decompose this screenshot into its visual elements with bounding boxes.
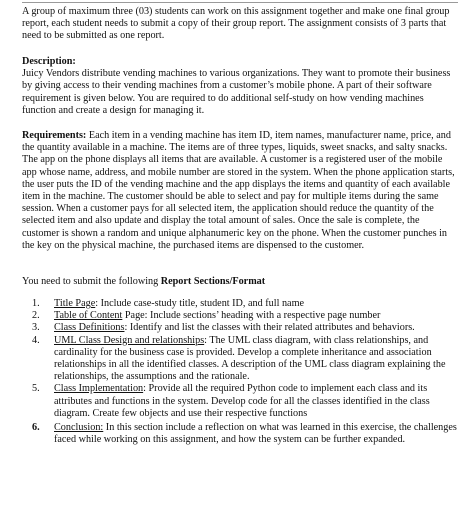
list-item-class-implementation bbox=[22, 383, 458, 420]
description-heading: Description: bbox=[22, 56, 76, 67]
section-title: Class Implementation bbox=[54, 383, 144, 395]
report-sections-heading: Report Sections/Format bbox=[160, 276, 266, 287]
section-text: : The UML class diagram, with class relationships, and cardinality for the business case is provided. Develop a complete inheritance and association relationships in all the identified classes. A description of the UML class diagram explaining the relationships, the assumptions and the rationale. bbox=[54, 334, 446, 383]
report-sections-list bbox=[22, 298, 458, 446]
section-text: : Provide all the required Python code to implement each class and its attributes and functions in the system. Develop code for all the classes identified in the class diagram. Create few objects and use their respective functions bbox=[54, 383, 430, 419]
section-text: In this section include a reflection on what was learned in this exercise, the challenges faced while working on this assignment, and how the system can be further expanded. bbox=[54, 422, 457, 446]
section-title: Conclusion: bbox=[54, 422, 104, 434]
list-item-title-page bbox=[22, 298, 458, 310]
list-item-table-of-content bbox=[22, 310, 458, 322]
list-item-class-definitions bbox=[22, 322, 458, 334]
requirements-section bbox=[22, 130, 458, 252]
list-number: 6. bbox=[32, 422, 40, 434]
intro-paragraph: A group of maximum three (03) students can work on this assignment together and make one final group report, each student needs to submit a copy of their group report. The assignment consists of 3 parts that need to be submitted as one report. bbox=[22, 6, 450, 42]
submit-instructions bbox=[22, 276, 458, 288]
list-number: 2. bbox=[32, 310, 40, 322]
list-item-conclusion bbox=[22, 422, 458, 446]
list-item-uml-class-design bbox=[22, 335, 458, 384]
section-title: Table of Content bbox=[54, 310, 123, 322]
top-divider bbox=[22, 2, 458, 3]
list-number: 3. bbox=[32, 322, 40, 334]
list-number: 5. bbox=[32, 383, 40, 395]
list-number: 4. bbox=[32, 334, 40, 346]
description-text: Juicy Vendors distribute vending machines to various organizations. They want to promote their business by giving access to their vending machines from a customer’s mobile phone. A part of their software requirement is given below. You are required to do additional self-study on how vending machines function and create a design for managing it. bbox=[22, 68, 451, 116]
description-section bbox=[22, 56, 458, 117]
section-title: Class Definitions bbox=[54, 322, 125, 334]
section-title: UML Class Design and relationships bbox=[54, 334, 205, 346]
section-text: : Include case-study title, student ID, and full name bbox=[95, 298, 305, 309]
requirements-heading: Requirements: bbox=[22, 130, 87, 141]
submit-prefix: You need to submit the following bbox=[22, 276, 161, 287]
requirements-text: Each item in a vending machine has item ID, item names, manufacturer name, price, and the quantity available in a machine. The items are of three types, liquids, sweet snacks, and salty snacks. The app on the phone displays all items that are available. A customer is a registered user of the mobile app whose name, address, and mobile number are stored in the system. When the phone application starts, the user puts the ID of the vending machine and the app displays the items and quantity of each available item in the machine. The customer should be able to select and pay for multiple items during the same session. When a customer pays for all selected item, the application should reduce the quantity of the selected item and also update and display the total amount of sales. Once the sale is complete, the customer is shown a random and unique alphanumeric key on the phone. When the customer punches in the key on the physical machine, the purchased items are dispensed to the customer. bbox=[22, 130, 455, 251]
section-text: : Identify and list the classes with their related attributes and behaviors. bbox=[124, 322, 415, 334]
section-text: Page: Include sections’ heading with a respective page number bbox=[122, 310, 381, 322]
list-number: 1. bbox=[32, 298, 40, 309]
section-title: Title Page bbox=[54, 298, 96, 309]
